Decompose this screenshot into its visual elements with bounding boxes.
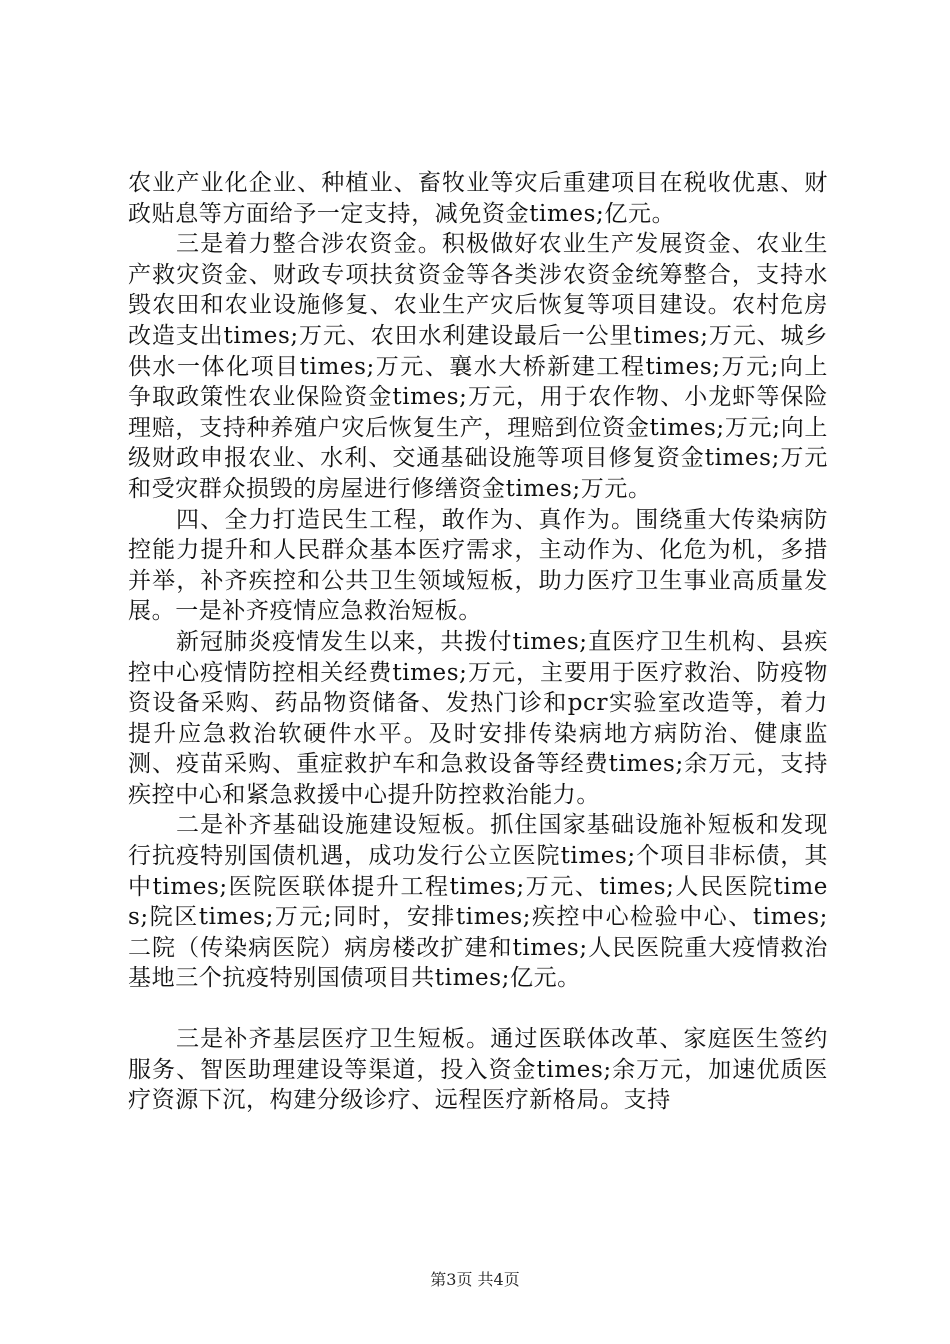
paragraph-2: 三是着力整合涉农资金。积极做好农业生产发展资金、农业生产救灾资金、财政专项扶贫资金等各类涉农资金统筹整合，支持水毁农田和农业设施修复、农业生产灾后恢复等项目建设。农村危房改造支出times;万元、农田水利建设最后一公里times;万元、城乡供水一体化项目times;万元、襄水大桥新建工程times;万元;向上争取政策性农业保险资金times;万元，用于农作物、小龙虾等保险理赔，支持种养殖户灾后恢复生产，理赔到位资金times;万元;向上级财政申报农业、水利、交通基础设施等项目修复资金times;万元和受灾群众损毁的房屋进行修缮资金times;万元。 <box>128 231 828 502</box>
document-body <box>128 168 828 1116</box>
paragraph-6: 三是补齐基层医疗卫生短板。通过医联体改革、家庭医生签约服务、智医助理建设等渠道，投入资金times;余万元，加速优质医疗资源下沉，构建分级诊疗、远程医疗新格局。支持 <box>128 1026 828 1114</box>
paragraph-3: 四、全力打造民生工程，敢作为、真作为。围绕重大传染病防控能力提升和人民群众基本医疗需求，主动作为、化危为机，多措并举，补齐疾控和公共卫生领域短板，助力医疗卫生事业高质量发展。一是补齐疫情应急救治短板。 <box>128 506 828 625</box>
paragraph-1: 农业产业化企业、种植业、畜牧业等灾后重建项目在税收优惠、财政贴息等方面给予一定支持，减免资金times;亿元。 <box>128 170 828 227</box>
page-footer: 第3页 共4页 <box>430 1270 520 1289</box>
paragraph-4: 新冠肺炎疫情发生以来，共拨付times;直医疗卫生机构、县疾控中心疫情防控相关经费times;万元，主要用于医疗救治、防疫物资设备采购、药品物资储备、发热门诊和pcr实验室改造等，着力提升应急救治软硬件水平。及时安排传染病地方病防治、健康监测、疫苗采购、重症救护车和急救设备等经费times;余万元，支持疾控中心和紧急救援中心提升防控救治能力。 <box>128 628 828 808</box>
paragraph-5: 二是补齐基础设施建设短板。抓住国家基础设施补短板和发现行抗疫特别国债机遇，成功发行公立医院times;个项目非标债，其中times;医院医联体提升工程times;万元、times;人民医院times;院区times;万元;同时，安排times;疾控中心检验中心、times;二院（传染病医院）病房楼改扩建和times;人民医院重大疫情救治基地三个抗疫特别国债项目共times;亿元。 <box>128 812 828 992</box>
